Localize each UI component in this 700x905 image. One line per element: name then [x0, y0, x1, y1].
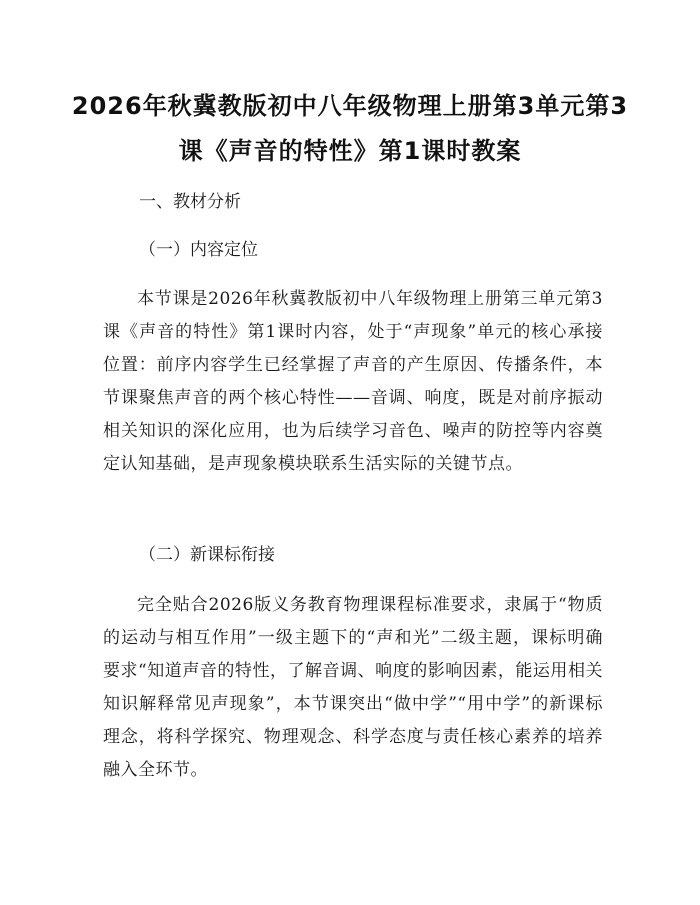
section-heading-teaching-material-analysis: 一、教材分析	[139, 192, 241, 212]
subsection-heading-curriculum-standard: （二）新课标衔接	[139, 545, 275, 565]
content-positioning-block	[103, 283, 603, 481]
document-title: 2026年秋冀教版初中八年级物理上册第3单元第3课《声音的特性》第1课时教案	[71, 92, 629, 165]
content-positioning-paragraph: 本节课是2026年秋冀教版初中八年级物理上册第三单元第3课《声音的特性》第1课时内容，处于“声现象”单元的核心承接位置：前序内容学生已经掌握了声音的产生原因、传播条件，本节课聚焦声音的两个核心特性——音调、响度，既是对前序振动相关知识的深化应用，也为后续学习音色、噪声的防控等内容奠定认知基础，是声现象模块联系生活实际的关键节点。	[103, 289, 603, 474]
subsection-heading-content-positioning: （一）内容定位	[139, 240, 258, 260]
curriculum-standard-paragraph: 完全贴合2026版义务教育物理课程标准要求，隶属于“物质的运动与相互作用”一级主题下的“声和光”二级主题，课标明确要求“知道声音的特性，了解音调、响度的影响因素，能运用相关知识解释常见声现象”，本节课突出“做中学”“用中学”的新课标理念，将科学探究、物理观念、科学态度与责任核心素养的培养融入全环节。	[103, 595, 603, 780]
curriculum-standard-block	[103, 589, 603, 787]
